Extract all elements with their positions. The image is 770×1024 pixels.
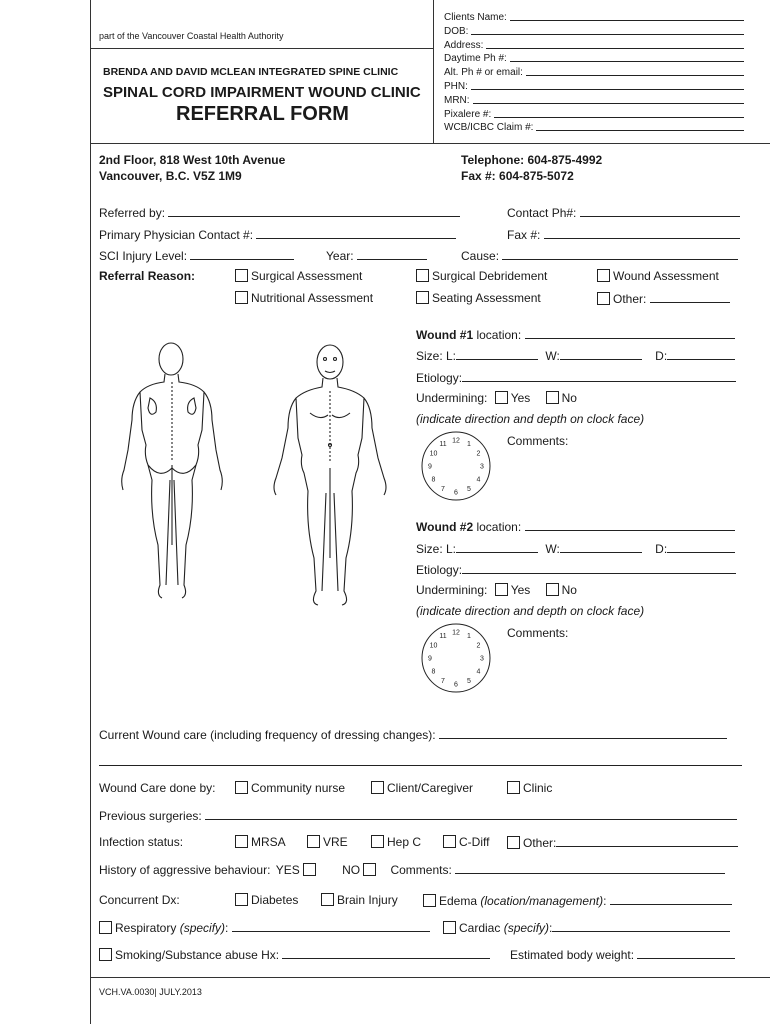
- client-field-row: [444, 122, 744, 133]
- aggressive-yes-checkbox[interactable]: [303, 863, 316, 876]
- checkbox[interactable]: [507, 836, 520, 849]
- checkbox[interactable]: [235, 269, 248, 282]
- header-divider: [433, 0, 434, 143]
- sci-level-label: SCI Injury Level:: [99, 249, 188, 263]
- weight-field[interactable]: [637, 947, 735, 959]
- wound2-width-field[interactable]: [560, 541, 642, 553]
- client-field-input[interactable]: [471, 26, 744, 35]
- aggressive-label: History of aggressive behaviour:: [99, 863, 271, 877]
- prev-surgeries-field[interactable]: [205, 808, 737, 820]
- care-done-by-label: Wound Care done by:: [99, 781, 216, 795]
- wound2-size-row: [416, 541, 735, 556]
- infection-hepc[interactable]: Hep C: [371, 835, 421, 849]
- clock-number: 5: [467, 678, 471, 685]
- sci-row: [99, 248, 294, 263]
- fax-label: Fax #:: [507, 228, 541, 242]
- client-field-label: Alt. Ph # or email:: [444, 67, 523, 79]
- aggressive-no-checkbox[interactable]: [363, 863, 376, 876]
- client-field-label: Daytime Ph #:: [444, 53, 507, 65]
- reason-wound-assessment[interactable]: Wound Assessment: [597, 269, 719, 283]
- infection-vre[interactable]: VRE: [307, 835, 348, 849]
- wound2-etiology-row: [416, 562, 736, 577]
- edema-field[interactable]: [610, 893, 732, 905]
- telephone: Telephone: 604-875-4992: [461, 153, 603, 167]
- weight-label: Estimated body weight:: [510, 948, 635, 962]
- dx-smoking[interactable]: Smoking/Substance abuse Hx:: [99, 947, 490, 962]
- referred-by-field[interactable]: [168, 205, 460, 217]
- wound1-yes-checkbox[interactable]: [495, 391, 508, 404]
- checkbox[interactable]: [416, 269, 429, 282]
- checkbox[interactable]: [597, 269, 610, 282]
- infection-other-field[interactable]: [556, 835, 738, 847]
- left-border: [90, 0, 91, 1024]
- wound2-etiology-field[interactable]: [462, 562, 736, 574]
- fax: Fax #: 604-875-5072: [461, 169, 574, 183]
- clock-number: 3: [480, 463, 484, 471]
- infection-label: Infection status:: [99, 835, 184, 849]
- respiratory-field[interactable]: [232, 920, 430, 932]
- clock-number: 6: [454, 681, 458, 689]
- physician-label: Primary Physician Contact #:: [99, 228, 254, 242]
- aggressive-row: History of aggressive behaviour: YES NO Comments:: [99, 862, 725, 877]
- client-field-label: DOB:: [444, 25, 469, 37]
- form-title: REFERRAL FORM: [176, 103, 349, 125]
- clock-number: 6: [454, 489, 458, 497]
- wound1-title: Wound #1: [416, 328, 474, 342]
- wound1-size-label: Size: L:: [416, 349, 457, 363]
- checkbox[interactable]: [321, 893, 334, 906]
- infection-other[interactable]: Other:: [507, 835, 738, 850]
- year-field[interactable]: [357, 248, 427, 260]
- header-bottom-rule: [90, 143, 770, 144]
- footer-code: VCH.VA.0030| JULY.2013: [99, 987, 202, 997]
- fax-field[interactable]: [544, 227, 740, 239]
- reason-other[interactable]: Other:: [597, 291, 730, 306]
- clock-number: 9: [428, 463, 432, 471]
- care-community-nurse[interactable]: Community nurse: [235, 781, 345, 795]
- reason-surgical-debridement[interactable]: Surgical Debridement: [416, 269, 547, 283]
- clock-number: 8: [431, 668, 436, 676]
- client-field-input[interactable]: [471, 81, 744, 90]
- clock-number: 11: [439, 441, 447, 448]
- infection-mrsa[interactable]: MRSA: [235, 835, 286, 849]
- prev-surgeries-row: [99, 808, 737, 823]
- referred-by-label: Referred by:: [99, 206, 166, 220]
- wound1-length-field[interactable]: [456, 348, 538, 360]
- physician-row: [99, 227, 456, 242]
- wound2-clock-face[interactable]: [418, 622, 494, 694]
- smoking-field[interactable]: [282, 947, 490, 959]
- contact-ph-label: Contact Ph#:: [507, 206, 577, 220]
- client-field-input[interactable]: [510, 12, 744, 21]
- checkbox[interactable]: [235, 291, 248, 304]
- client-field-input[interactable]: [526, 67, 744, 76]
- wound1-clock-face[interactable]: [418, 430, 494, 502]
- checkbox[interactable]: [443, 835, 456, 848]
- dx-brain-injury[interactable]: Brain Injury: [321, 893, 398, 907]
- wound1-note: (indicate direction and depth on clock face): [416, 412, 645, 426]
- clock-number: 8: [431, 476, 436, 484]
- care-client-caregiver[interactable]: Client/Caregiver: [371, 781, 473, 795]
- wound1-etiology-label: Etiology:: [416, 371, 463, 385]
- address-line-1: 2nd Floor, 818 West 10th Avenue: [99, 153, 286, 167]
- checkbox[interactable]: [235, 893, 248, 906]
- clock-number: 2: [476, 642, 481, 650]
- clock-number: 9: [428, 655, 432, 663]
- client-field-label: Clients Name:: [444, 12, 507, 23]
- care-clinic[interactable]: Clinic: [507, 781, 552, 795]
- infection-cdiff[interactable]: C-Diff: [443, 835, 489, 849]
- checkbox[interactable]: [99, 948, 112, 961]
- fax-row: [507, 227, 740, 242]
- client-field-input[interactable]: [510, 53, 744, 62]
- wound2-undermining-row: Undermining: Yes No: [416, 583, 577, 597]
- clock-number: 3: [480, 655, 484, 663]
- body-diagram-front: [270, 343, 390, 608]
- wound2-etiology-label: Etiology:: [416, 563, 463, 577]
- clinic-name: SPINAL CORD IMPAIRMENT WOUND CLINIC: [103, 84, 421, 101]
- dx-diabetes[interactable]: Diabetes: [235, 893, 298, 907]
- current-care-field[interactable]: [439, 727, 727, 739]
- dx-edema[interactable]: Edema (location/management):: [423, 893, 732, 908]
- aggressive-comments-field[interactable]: [455, 862, 725, 874]
- clock-number: 4: [476, 476, 481, 484]
- year-row: [326, 248, 427, 263]
- wound2-depth-field[interactable]: [667, 541, 735, 553]
- clock-number: 1: [467, 633, 471, 640]
- client-field-input[interactable]: [473, 95, 744, 104]
- checkbox[interactable]: [235, 781, 248, 794]
- weight-row: [510, 947, 735, 962]
- reason-other-field[interactable]: [650, 291, 730, 303]
- cause-row: [461, 248, 738, 263]
- current-care-label: Current Wound care (including frequency of dressing changes):: [99, 728, 436, 742]
- checkbox[interactable]: [443, 921, 456, 934]
- wound1-undermining-row: Undermining: Yes No: [416, 391, 577, 405]
- clock-number: 4: [476, 668, 481, 676]
- checkbox[interactable]: [99, 921, 112, 934]
- year-label: Year:: [326, 249, 354, 263]
- wound2-location-label: location:: [476, 520, 522, 534]
- client-field-label: Pixalere #:: [444, 108, 492, 120]
- checkbox[interactable]: [423, 894, 436, 907]
- wound1-w-label: W:: [545, 349, 560, 363]
- clock-number: 10: [429, 450, 438, 458]
- wound1-location-field[interactable]: [525, 327, 735, 339]
- reason-surgical-assessment[interactable]: Surgical Assessment: [235, 269, 362, 283]
- wound2-w-label: W:: [545, 542, 560, 556]
- clock-number: 7: [441, 678, 445, 685]
- checkbox[interactable]: [416, 291, 429, 304]
- client-field-row: [444, 81, 744, 92]
- wound2-size-label: Size: L:: [416, 542, 457, 556]
- cardiac-field[interactable]: [552, 920, 730, 932]
- clock-number: 1: [467, 441, 471, 448]
- wound1-etiology-row: [416, 370, 736, 385]
- dx-respiratory[interactable]: Respiratory (specify):: [99, 920, 430, 935]
- client-field-input[interactable]: [486, 40, 744, 49]
- checkbox[interactable]: [235, 835, 248, 848]
- clock-number: 12: [452, 437, 460, 445]
- clock-number: 12: [452, 629, 460, 637]
- wound2-comments-label: Comments:: [507, 626, 569, 640]
- wound1-etiology-field[interactable]: [462, 370, 736, 382]
- wound2-undermining-label: Undermining:: [416, 583, 488, 597]
- clock-number: 11: [439, 633, 447, 640]
- address-line-2: Vancouver, B.C. V5Z 1M9: [99, 169, 242, 183]
- wound1-width-field[interactable]: [560, 348, 642, 360]
- wound1-d-label: D:: [655, 349, 668, 363]
- reason-nutritional-assessment[interactable]: Nutritional Assessment: [235, 291, 373, 305]
- contact-ph-row: [507, 205, 740, 220]
- cause-field[interactable]: [502, 248, 738, 260]
- client-field-label: MRN:: [444, 94, 470, 106]
- sci-level-field[interactable]: [190, 248, 294, 260]
- clock-number: 5: [467, 486, 471, 493]
- wound2-location-row: [416, 519, 735, 534]
- wound1-no-checkbox[interactable]: [546, 391, 559, 404]
- client-field-row: [444, 53, 744, 64]
- clinic-line: BRENDA AND DAVID MCLEAN INTEGRATED SPINE CLINIC: [103, 66, 399, 78]
- referred-by-row: [99, 205, 460, 220]
- clock-number: 10: [429, 642, 438, 650]
- wound2-length-field[interactable]: [456, 541, 538, 553]
- checkbox[interactable]: [307, 835, 320, 848]
- reason-seating-assessment[interactable]: Seating Assessment: [416, 291, 541, 305]
- current-care-field-line-2[interactable]: [99, 753, 742, 766]
- physician-field[interactable]: [256, 227, 456, 239]
- wound1-comments-label: Comments:: [507, 434, 569, 448]
- clock-number: 2: [476, 450, 481, 458]
- client-field-row: [444, 67, 744, 78]
- client-field-input[interactable]: [494, 109, 744, 118]
- wound1-size-row: [416, 348, 735, 363]
- client-field-label: PHN:: [444, 81, 468, 92]
- wound1-location-label: location:: [476, 328, 522, 342]
- client-field-row: [444, 26, 744, 37]
- client-field-row: [444, 40, 744, 51]
- prev-surgeries-label: Previous surgeries:: [99, 809, 202, 823]
- wound1-depth-field[interactable]: [667, 348, 735, 360]
- dx-cardiac[interactable]: Cardiac (specify):: [443, 920, 730, 935]
- referral-reason-label: Referral Reason:: [99, 269, 196, 283]
- wound2-d-label: D:: [655, 542, 668, 556]
- cause-label: Cause:: [461, 249, 500, 263]
- authority-rule: [90, 48, 433, 49]
- client-field-row: [444, 12, 744, 23]
- client-field-row: [444, 109, 744, 120]
- client-field-row: [444, 95, 744, 106]
- wound2-location-field[interactable]: [525, 519, 735, 531]
- client-field-label: Address:: [444, 39, 484, 51]
- footer-rule: [90, 977, 770, 978]
- wound2-no-checkbox[interactable]: [546, 583, 559, 596]
- wound2-yes-checkbox[interactable]: [495, 583, 508, 596]
- wound2-title: Wound #2: [416, 520, 474, 534]
- client-field-label: WCB/ICBC Claim #:: [444, 122, 534, 134]
- checkbox[interactable]: [371, 835, 384, 848]
- concurrent-label: Concurrent Dx:: [99, 893, 180, 907]
- body-diagram-back: [120, 340, 226, 608]
- client-field-input[interactable]: [536, 122, 744, 131]
- checkbox[interactable]: [597, 292, 610, 305]
- clock-number: 7: [441, 486, 445, 493]
- wound1-location-row: [416, 327, 735, 342]
- current-care-row: [99, 727, 727, 742]
- checkbox[interactable]: [371, 781, 384, 794]
- contact-ph-field[interactable]: [580, 205, 740, 217]
- wound1-undermining-label: Undermining:: [416, 391, 488, 405]
- wound2-note: (indicate direction and depth on clock face): [416, 604, 645, 618]
- authority-text: part of the Vancouver Coastal Health Authority: [99, 31, 284, 41]
- checkbox[interactable]: [507, 781, 520, 794]
